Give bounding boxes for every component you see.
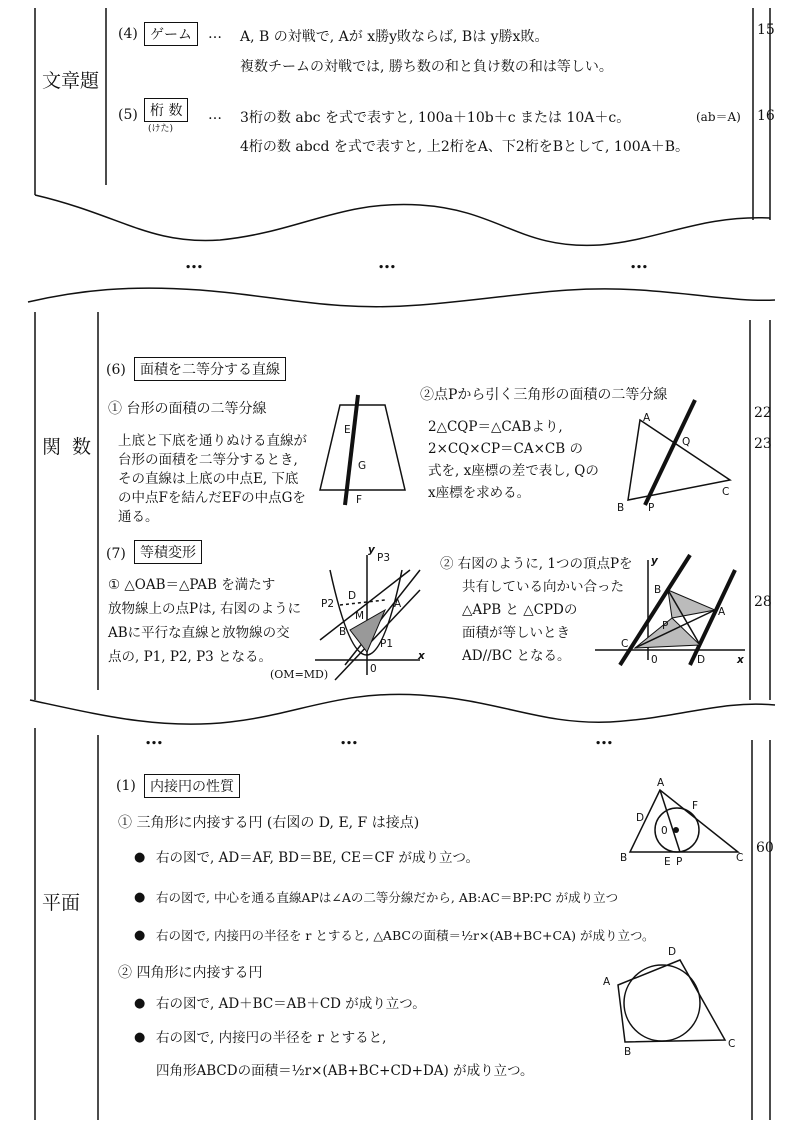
figure-label: x <box>418 650 425 662</box>
figure-label: D <box>636 812 645 824</box>
figure-label: M <box>355 610 365 622</box>
bullet-text: 右の図で, 内接円の半径を r とすると, <box>156 1030 387 1046</box>
item-dots: … <box>208 26 222 42</box>
page-number: 15 <box>757 22 775 38</box>
bullet: ● <box>134 996 146 1011</box>
trapezoid-figure <box>320 395 405 505</box>
body-line: 2△CQP＝△CABより, <box>428 419 563 435</box>
figure-label: E <box>664 856 671 868</box>
body-line: 2×CQ×CP＝CA×CB の <box>428 441 583 457</box>
body-line: 点の, P1, P2, P3 となる。 <box>108 649 273 665</box>
figure-label: C <box>728 1038 736 1050</box>
body-line: 通る。 <box>118 509 159 525</box>
figure-label: 0 <box>651 654 658 666</box>
section-label-func-2: 数 <box>72 436 92 458</box>
bullet: ● <box>134 890 146 905</box>
item-title-digits: 桁 数 <box>144 98 188 122</box>
item-number: (7) <box>106 546 126 562</box>
incircle-quad-figure <box>618 960 725 1042</box>
figure-label: A <box>643 412 651 424</box>
bullet-text: 右の図で, 中心を通る直線APは∠Aの二等分線だから, AB:AC＝BP:PC が成り立つ <box>156 890 619 905</box>
figure-label: P <box>662 620 669 632</box>
bullet-text: 四角形ABCDの面積＝½r×(AB+BC+CD+DA) が成り立つ。 <box>156 1063 534 1079</box>
figure-label: F <box>692 800 699 812</box>
figure-label: F <box>356 494 363 506</box>
body-line: ② 右図のように, 1つの頂点Pを <box>440 556 633 572</box>
page-number: 23 <box>754 436 772 452</box>
figure-label: D <box>697 654 706 666</box>
bullet: ● <box>134 1030 146 1045</box>
body-line: の中点Fを結んだEFの中点Gを <box>118 490 306 506</box>
figure-label: P1 <box>380 638 394 650</box>
subheading: ① 三角形に内接する円 (右図の D, E, F は接点) <box>118 815 420 831</box>
subheading: ① 台形の面積の二等分線 <box>108 401 267 417</box>
ellipsis: … <box>185 252 206 273</box>
body-line: 上底と下底を通りぬける直線が <box>118 433 307 449</box>
ellipsis: … <box>340 728 361 749</box>
item-number: (6) <box>106 362 126 378</box>
figure-label: B <box>624 1046 632 1058</box>
item-dots: … <box>208 107 222 123</box>
parabola-figure <box>315 555 420 680</box>
digits-line-2: 4桁の数 abcd を式で表すと, 上2桁をA、下2桁をBとして, 100A＋B。 <box>240 139 690 155</box>
page-number: 28 <box>754 594 772 610</box>
subheading: ② 四角形に内接する円 <box>118 965 263 981</box>
figure-label: A <box>718 606 726 618</box>
section-label-words: 文章題 <box>42 70 100 92</box>
figure-label: Q <box>682 436 691 448</box>
figure-label: P <box>648 502 655 514</box>
figure-label: y <box>651 555 658 567</box>
game-line-1: A, B の対戦で, Aが x勝y敗ならば, Bは y勝x敗。 <box>240 29 549 45</box>
body-line: x座標を求める。 <box>428 485 531 501</box>
bullet-text: 右の図で, AD＝AF, BD＝BE, CE＝CF が成り立つ。 <box>156 850 479 866</box>
figure-label: G <box>358 460 367 472</box>
figure-label: E <box>344 424 351 436</box>
figure-label: P <box>676 856 683 868</box>
figure-label: B <box>339 626 347 638</box>
figure-label: D <box>668 946 677 958</box>
figure-label: 0 <box>370 663 377 675</box>
ellipsis: … <box>630 252 651 273</box>
page-number: 16 <box>757 108 775 124</box>
game-line-2: 複数チームの対戦では, 勝ち数の和と負け数の和は等しい。 <box>240 59 613 75</box>
digits-note: (ab＝A) <box>696 110 741 124</box>
section-label-plane: 平面 <box>42 892 81 914</box>
body-line: ① △OAB＝△PAB を満たす <box>108 577 276 593</box>
body-line: 共有している向かい合った <box>462 579 624 595</box>
item-title-bisector: 面積を二等分する直線 <box>134 357 286 381</box>
body-line: △APB と △CPDの <box>462 602 578 618</box>
page-number: 60 <box>756 840 774 856</box>
item-number: (5) <box>118 107 138 123</box>
body-line: 式を, x座標の差で表し, Qの <box>428 463 599 479</box>
section-label-func-1: 関 <box>42 436 62 458</box>
item-title-game: ゲーム <box>144 22 198 46</box>
subheading: ②点Pから引く三角形の面積の二等分線 <box>420 387 668 403</box>
figure-label: 0 <box>661 825 668 837</box>
figure-label: B <box>617 502 625 514</box>
bullet: ● <box>134 928 146 943</box>
page-number: 22 <box>754 405 772 421</box>
item-title-equal-area: 等積変形 <box>134 540 202 564</box>
ellipsis: … <box>378 252 399 273</box>
note: (OM=MD) <box>270 668 329 681</box>
item-number: (1) <box>116 778 136 794</box>
item-title-incircle: 内接円の性質 <box>144 774 240 798</box>
bullet: ● <box>134 850 146 865</box>
ellipsis: … <box>595 728 616 749</box>
body-line: 面積が等しいとき <box>462 625 570 641</box>
bullet-text: 右の図で, AD＋BC＝AB＋CD が成り立つ。 <box>156 996 426 1012</box>
figure-label: A <box>657 777 665 789</box>
item-ruby: (けた) <box>148 124 174 134</box>
figure-label: A <box>603 976 611 988</box>
ellipsis: … <box>145 728 166 749</box>
body-line: 台形の面積を二等分するとき, <box>118 452 298 468</box>
body-line: ABに平行な直線と放物線の交 <box>108 625 290 641</box>
figure-label: x <box>737 654 744 666</box>
item-number: (4) <box>118 26 138 42</box>
figure-label: B <box>620 852 628 864</box>
figure-label: C <box>722 486 730 498</box>
body-line: 放物線上の点Pは, 右図のように <box>108 601 302 617</box>
figure-label: D <box>348 590 357 602</box>
figure-label: C <box>621 638 629 650</box>
figure-label: y <box>368 544 375 556</box>
figure-label: B <box>654 584 662 596</box>
bullet-text: 右の図で, 内接円の半径を r とすると, △ABCの面積＝½r×(AB+BC+CA) が成り立つ。 <box>156 928 655 943</box>
figure-label: P2 <box>321 598 335 610</box>
figure-label: C <box>736 852 744 864</box>
figure-label: A <box>394 598 402 610</box>
digits-line-1: 3桁の数 abc を式で表すと, 100a＋10b＋c または 10A＋c。 <box>240 110 631 126</box>
incircle-triangle-figure <box>630 790 738 852</box>
body-line: その直線は上底の中点E, 下底 <box>118 471 299 487</box>
figure-label: P3 <box>377 552 391 564</box>
body-line: AD//BC となる。 <box>462 648 571 664</box>
